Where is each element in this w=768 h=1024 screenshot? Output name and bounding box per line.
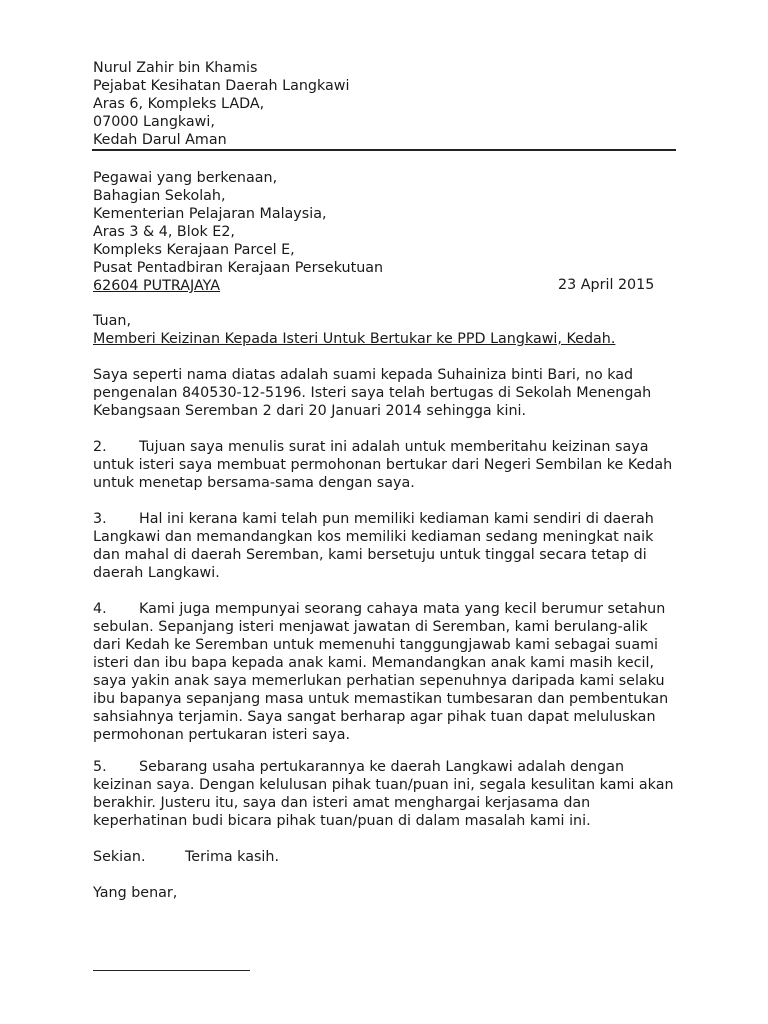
paragraph-line: Saya seperti nama diatas adalah suami kepada Suhainiza binti Bari, no kad bbox=[93, 367, 634, 383]
paragraph-line: untuk menetap bersama-sama dengan saya. bbox=[93, 475, 415, 491]
paragraph-line: Hal ini kerana kami telah pun memiliki kediaman kami sendiri di daerah bbox=[139, 511, 654, 527]
paragraph-line: dari Kedah ke Seremban untuk memenuhi tanggungjawab kami sebagai suami bbox=[93, 637, 659, 653]
paragraph-line: Kami juga mempunyai seorang cahaya mata yang kecil berumur setahun bbox=[139, 601, 666, 617]
salutation: Tuan, bbox=[93, 313, 131, 329]
recipient-address-line: Aras 3 & 4, Blok E2, bbox=[93, 224, 235, 240]
paragraph-number: 4. bbox=[93, 601, 107, 617]
paragraph-line: isteri dan ibu bapa kepada anak kami. Memandangkan anak kami masih kecil, bbox=[93, 655, 655, 671]
body-paragraph-2 bbox=[93, 438, 683, 492]
recipient-postcode-city: 62604 PUTRAJAYA bbox=[93, 278, 221, 294]
paragraph-line: ibu bapanya sepanjang masa untuk memastikan tumbesaran dan pembentukan bbox=[93, 691, 669, 707]
sender-address-line: Pejabat Kesihatan Daerah Langkawi bbox=[93, 78, 350, 94]
letter-date: 23 April 2015 bbox=[558, 277, 655, 293]
body-paragraph-1 bbox=[93, 366, 683, 420]
closing-line bbox=[93, 848, 279, 866]
sender-address-line: Aras 6, Kompleks LADA, bbox=[93, 96, 265, 112]
paragraph-line: sebulan. Sepanjang isteri menjawat jawatan di Seremban, kami berulang-alik bbox=[93, 619, 648, 635]
recipient-address bbox=[93, 169, 383, 295]
sender-address-line: Kedah Darul Aman bbox=[93, 132, 227, 148]
recipient-address-line: Bahagian Sekolah, bbox=[93, 188, 226, 204]
paragraph-number: 5. bbox=[93, 759, 107, 775]
paragraph-line: untuk isteri saya membuat permohonan bertukar dari Negeri Sembilan ke Kedah bbox=[93, 457, 673, 473]
paragraph-line: keizinan saya. Dengan kelulusan pihak tuan/puan ini, segala kesulitan kami akan bbox=[93, 777, 674, 793]
paragraph-number: 3. bbox=[93, 511, 107, 527]
paragraph-line: Sebarang usaha pertukarannya ke daerah Langkawi adalah dengan bbox=[139, 759, 625, 775]
paragraph-line: sahsiahnya terjamin. Saya sangat berharap agar pihak tuan dapat meluluskan bbox=[93, 709, 656, 725]
recipient-address-line: Pegawai yang berkenaan, bbox=[93, 170, 278, 186]
sender-address bbox=[93, 59, 349, 149]
closing-sekian: Sekian. bbox=[93, 849, 146, 865]
paragraph-line: dan mahal di daerah Seremban, kami bersetuju untuk tinggal secara tetap di bbox=[93, 547, 647, 563]
paragraph-line: Tujuan saya menulis surat ini adalah untuk memberitahu keizinan saya bbox=[139, 439, 649, 455]
closing-yang-benar: Yang benar, bbox=[93, 885, 178, 901]
recipient-address-line: Kementerian Pelajaran Malaysia, bbox=[93, 206, 327, 222]
letterhead-divider bbox=[92, 149, 676, 151]
letter-subject: Memberi Keizinan Kepada Isteri Untuk Bertukar ke PPD Langkawi, Kedah. bbox=[93, 331, 616, 347]
sender-name: Nurul Zahir bin Khamis bbox=[93, 60, 258, 76]
paragraph-line: Langkawi dan memandangkan kos memiliki kediaman sedang meningkat naik bbox=[93, 529, 654, 545]
paragraph-line: berakhir. Justeru itu, saya dan isteri amat menghargai kerjasama dan bbox=[93, 795, 591, 811]
closing-terima-kasih: Terima kasih. bbox=[185, 849, 279, 865]
paragraph-line: saya yakin anak saya memerlukan perhatian sepenuhnya daripada kami selaku bbox=[93, 673, 665, 689]
paragraph-line: daerah Langkawi. bbox=[93, 565, 220, 581]
paragraph-number: 2. bbox=[93, 439, 107, 455]
recipient-address-line: Pusat Pentadbiran Kerajaan Persekutuan bbox=[93, 260, 384, 276]
recipient-address-line: Kompleks Kerajaan Parcel E, bbox=[93, 242, 295, 258]
body-paragraph-5 bbox=[93, 758, 683, 830]
paragraph-line: keperhatinan budi bicara pihak tuan/puan di dalam masalah kami ini. bbox=[93, 813, 591, 829]
body-paragraph-3 bbox=[93, 510, 683, 582]
sender-address-line: 07000 Langkawi, bbox=[93, 114, 215, 130]
paragraph-line: permohonan pertukaran isteri saya. bbox=[93, 727, 351, 743]
paragraph-line: pengenalan 840530-12-5196. Isteri saya telah bertugas di Sekolah Menengah bbox=[93, 385, 652, 401]
paragraph-line: Kebangsaan Seremban 2 dari 20 Januari 2014 sehingga kini. bbox=[93, 403, 527, 419]
signature-line bbox=[93, 970, 250, 971]
body-paragraph-4 bbox=[93, 600, 683, 744]
